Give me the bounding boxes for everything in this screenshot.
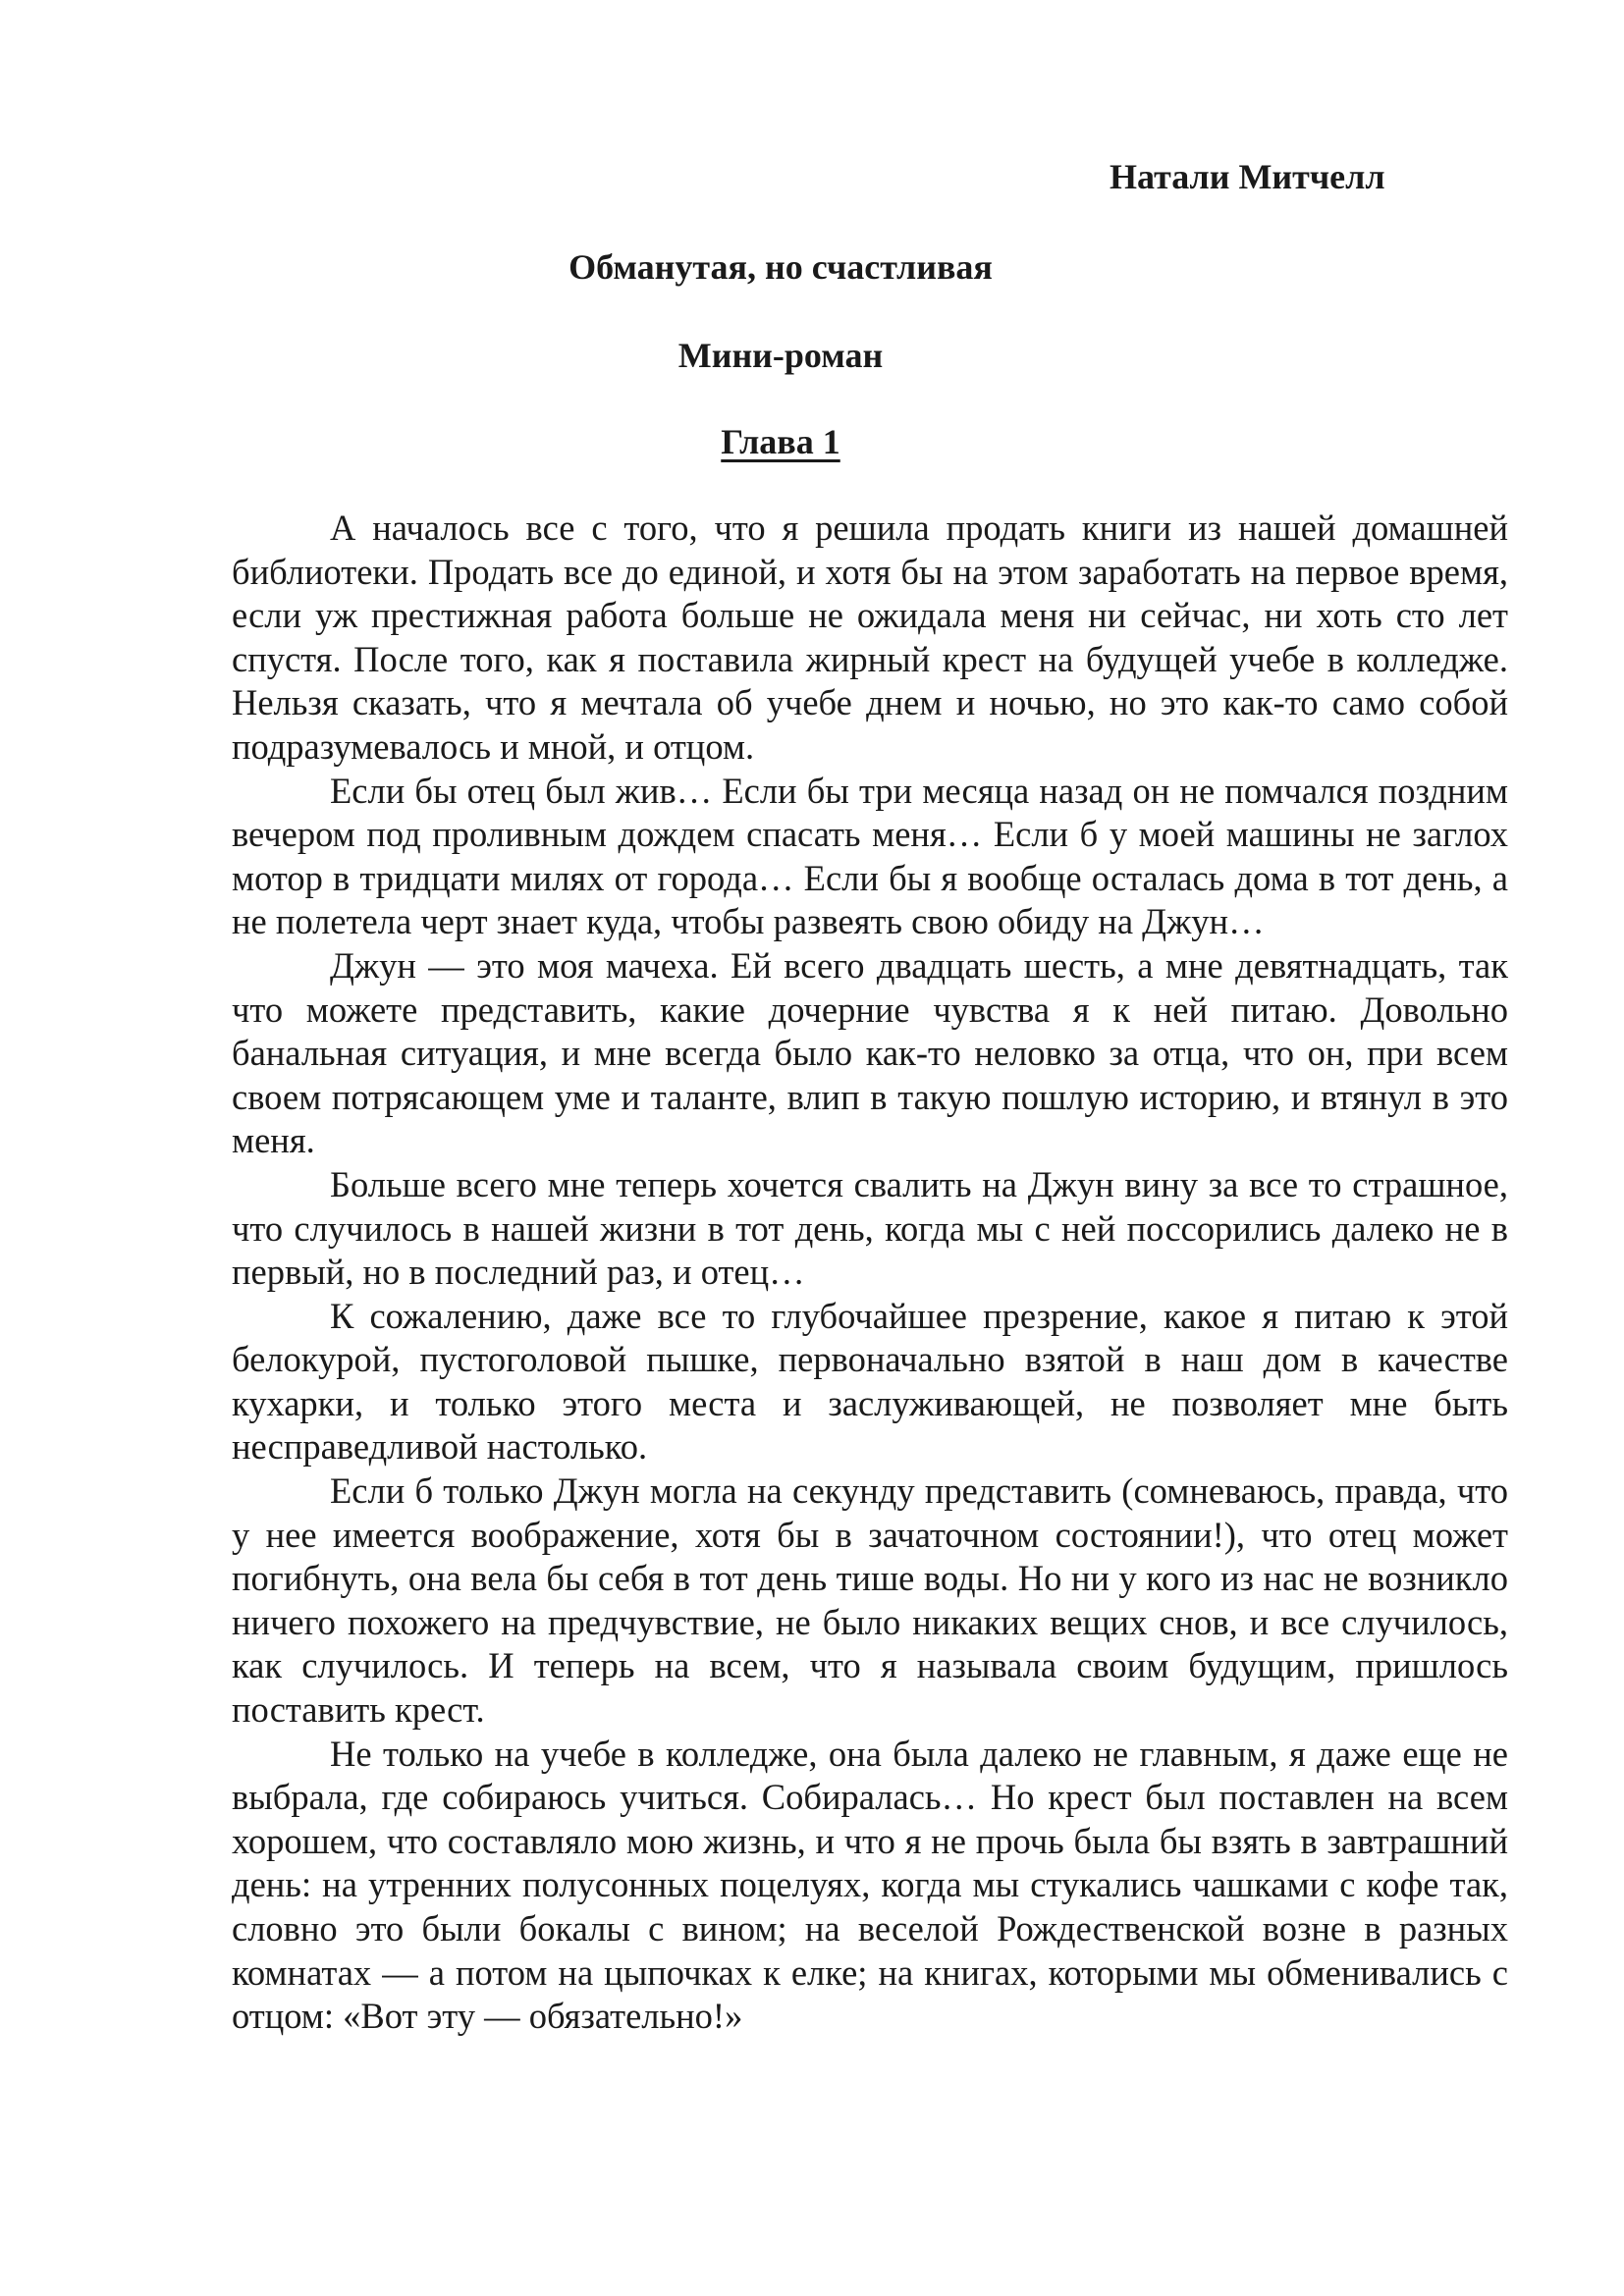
author-name: Натали Митчелл (1110, 157, 1385, 196)
chapter-heading: Глава 1 (721, 422, 840, 461)
paragraph: Джун — это моя мачеха. Ей всего двадцать шесть, а мне девятнадцать, так что можете представить, какие дочерние чувства я к ней питаю. Довольно банальная ситуация, и мне всегда было как-то неловко за отца, что он, при всем своем потрясающем уме и таланте, влип в такую пошлую историю, и втянул в это меня. (232, 944, 1508, 1161)
chapter-body (232, 507, 1508, 2039)
paragraph: А началось все с того, что я решила продать книги из нашей домашней библиотеки. Продать все до единой, и хотя бы на этом заработать на первое время, если уж престижная работа больше не ожидала меня ни сейчас, ни хоть сто лет спустя. После того, как я поставила жирный крест на будущей учебе в колледже. Нельзя сказать, что я мечтала об учебе днем и ночью, но это как-то само собой подразумевалось и мной, и отцом. (232, 507, 1508, 767)
paragraph: Не только на учебе в колледже, она была далеко не главным, я даже еще не выбрала, где собираюсь учиться. Собиралась… Но крест был поставлен на всем хорошем, что составляло мою жизнь, и что я не прочь была бы взять в завтрашний день: на утренних полусонных поцелуях, когда мы стукались чашками с кофе так, словно это были бокалы с вином; на веселой Рождественской возне в разных комнатах — а потом на цыпочках к елке; на книгах, которыми мы обменивались с отцом: «Вот эту — обязательно!» (232, 1733, 1508, 2037)
paragraph: Если бы отец был жив… Если бы три месяца назад он не помчался поздним вечером под проливным дождем спасать меня… Если б у моей машины не заглох мотор в тридцати милях от города… Если бы я вообще осталась дома в тот день, а не полетела черт знает куда, чтобы развеять свою обиду на Джун… (232, 770, 1508, 942)
paragraph: Больше всего мне теперь хочется свалить на Джун вину за все то страшное, что случилось в нашей жизни в тот день, когда мы с ней поссорились далеко не в первый, но в последний раз, и отец… (232, 1163, 1508, 1293)
book-subtitle: Мини-роман (677, 336, 884, 375)
book-title: Обманутая, но счастливая (568, 247, 993, 287)
paragraph: К сожалению, даже все то глубочайшее презрение, какое я питаю к этой белокурой, пустоголовой пышке, первоначально взятой в наш дом в качестве кухарки, и только этого места и заслуживающей, не позволяет мне быть несправедливой настолько. (232, 1295, 1508, 1468)
paragraph: Если б только Джун могла на секунду представить (сомневаюсь, правда, что у нее имеется воображение, хотя бы в зачаточном состоянии!), что отец может погибнуть, она вела бы себя в тот день тише воды. Но ни у кого из нас не возникло ничего похожего на предчувствие, не было никаких вещих снов, и все случилось, как случилось. И теперь на всем, что я называла своим будущим, пришлось поставить крест. (232, 1470, 1508, 1731)
